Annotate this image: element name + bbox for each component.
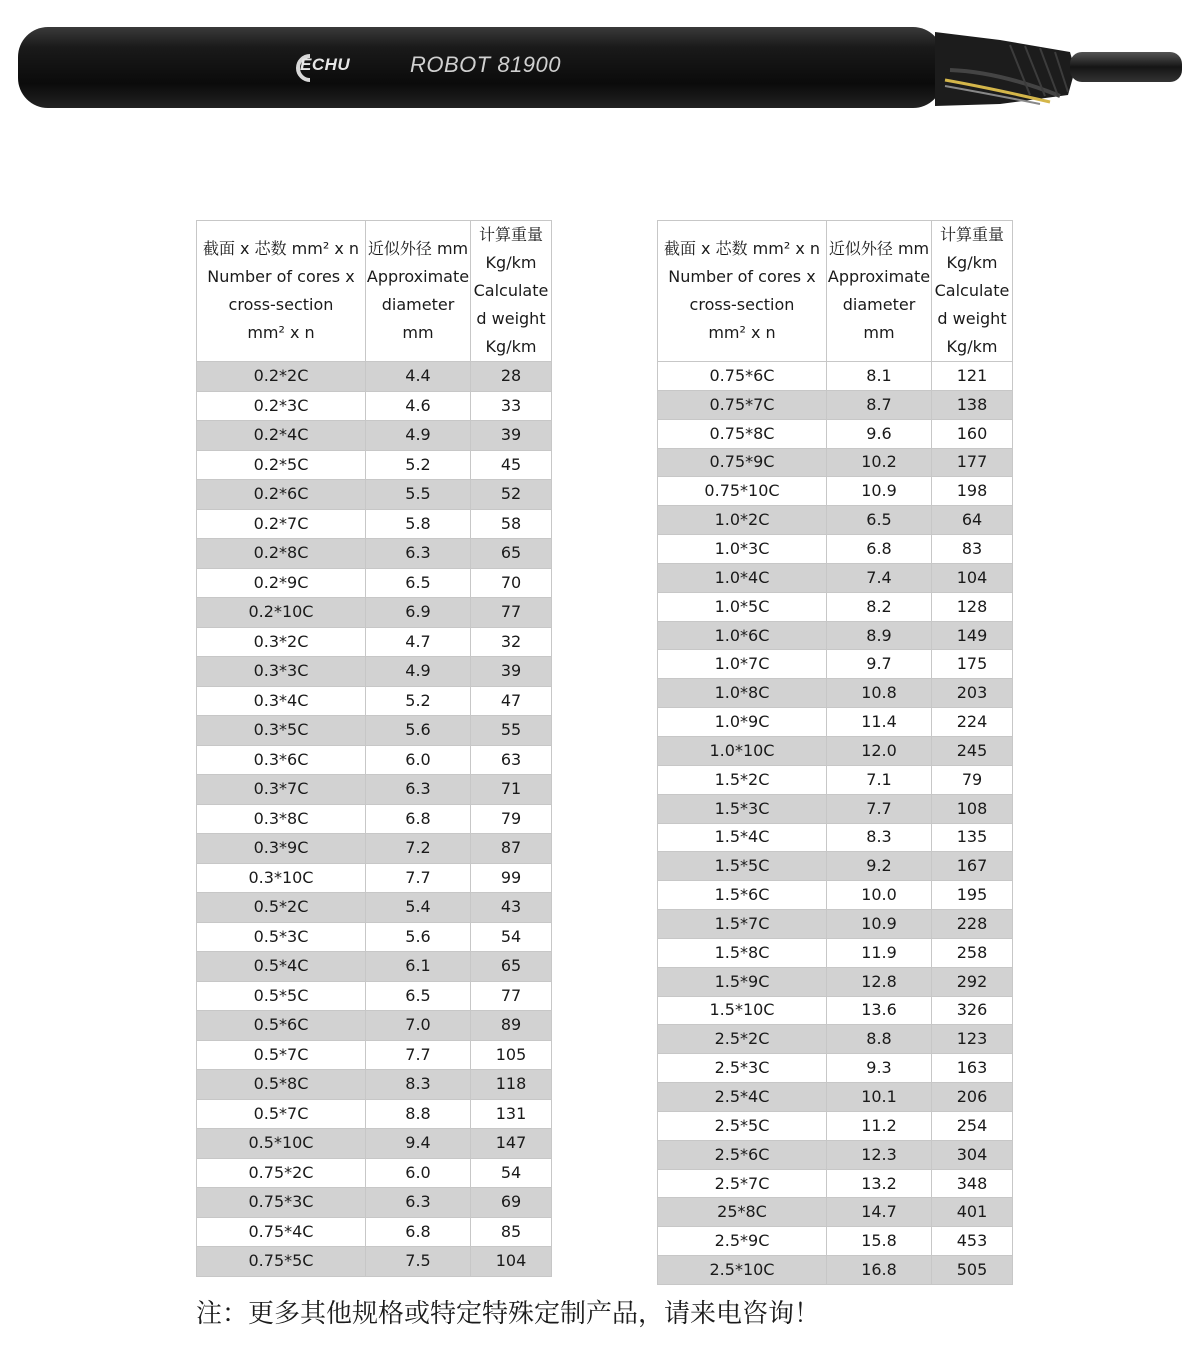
cell-weight: 64: [932, 506, 1013, 535]
cell-cross-section: 0.5*5C: [197, 981, 366, 1011]
cell-cross-section: 1.0*2C: [658, 506, 827, 535]
cell-diameter: 9.6: [827, 419, 932, 448]
cell-cross-section: 1.0*4C: [658, 563, 827, 592]
cell-diameter: 10.9: [827, 910, 932, 939]
cell-diameter: 7.1: [827, 765, 932, 794]
cell-cross-section: 2.5*7C: [658, 1169, 827, 1198]
cell-cross-section: 1.5*8C: [658, 938, 827, 967]
cell-diameter: 11.2: [827, 1111, 932, 1140]
cell-cross-section: 2.5*3C: [658, 1054, 827, 1083]
table-row: [197, 686, 552, 716]
cell-cross-section: 1.5*2C: [658, 765, 827, 794]
table-row: [658, 1111, 1013, 1140]
table-row: [658, 1083, 1013, 1112]
cell-cross-section: 0.2*4C: [197, 421, 366, 451]
cell-cross-section: 1.5*3C: [658, 794, 827, 823]
cell-weight: 71: [471, 775, 552, 805]
table-row: [658, 621, 1013, 650]
cell-diameter: 7.7: [366, 863, 471, 893]
cell-weight: 39: [471, 657, 552, 687]
cell-diameter: 10.2: [827, 448, 932, 477]
cell-cross-section: 0.3*2C: [197, 627, 366, 657]
table-row: [658, 1025, 1013, 1054]
cell-diameter: 6.1: [366, 952, 471, 982]
cell-cross-section: 0.2*10C: [197, 598, 366, 628]
cell-cross-section: 0.5*2C: [197, 893, 366, 923]
cell-diameter: 9.3: [827, 1054, 932, 1083]
table-row: [658, 823, 1013, 852]
table-row: [658, 938, 1013, 967]
cell-cross-section: 0.75*8C: [658, 419, 827, 448]
cell-cross-section: 0.3*5C: [197, 716, 366, 746]
table-header: [197, 221, 552, 362]
table-row: [197, 568, 552, 598]
cell-diameter: 5.6: [366, 716, 471, 746]
table-row: [197, 657, 552, 687]
cell-diameter: 8.8: [827, 1025, 932, 1054]
cell-weight: 128: [932, 592, 1013, 621]
table-row: [197, 1011, 552, 1041]
cell-weight: 85: [471, 1217, 552, 1247]
cell-cross-section: 1.5*4C: [658, 823, 827, 852]
cell-cross-section: 0.3*3C: [197, 657, 366, 687]
cell-weight: 228: [932, 910, 1013, 939]
product-name: ROBOT 81900: [410, 52, 562, 77]
cell-diameter: 12.8: [827, 967, 932, 996]
cell-weight: 83: [932, 535, 1013, 564]
cell-diameter: 6.0: [366, 1158, 471, 1188]
cell-diameter: 10.8: [827, 679, 932, 708]
cell-cross-section: 0.5*4C: [197, 952, 366, 982]
cell-diameter: 8.9: [827, 621, 932, 650]
cell-diameter: 7.4: [827, 563, 932, 592]
table-row: [658, 390, 1013, 419]
cell-cross-section: 0.2*5C: [197, 450, 366, 480]
cell-diameter: 5.8: [366, 509, 471, 539]
cell-cross-section: 0.3*8C: [197, 804, 366, 834]
table-row: [658, 967, 1013, 996]
cell-diameter: 7.2: [366, 834, 471, 864]
cell-weight: 55: [471, 716, 552, 746]
cell-diameter: 4.9: [366, 657, 471, 687]
cell-weight: 105: [471, 1040, 552, 1070]
cell-diameter: 4.7: [366, 627, 471, 657]
table-row: [658, 794, 1013, 823]
cell-cross-section: 0.2*3C: [197, 391, 366, 421]
cell-diameter: 4.6: [366, 391, 471, 421]
cell-diameter: 5.4: [366, 893, 471, 923]
cell-cross-section: 1.5*7C: [658, 910, 827, 939]
cell-diameter: 8.3: [366, 1070, 471, 1100]
table-row: [658, 708, 1013, 737]
cell-cross-section: 0.3*6C: [197, 745, 366, 775]
table-row: [197, 421, 552, 451]
table-row: [197, 1188, 552, 1218]
cell-cross-section: 0.75*3C: [197, 1188, 366, 1218]
cell-weight: 167: [932, 852, 1013, 881]
cell-diameter: 8.1: [827, 362, 932, 391]
cell-cross-section: 1.0*7C: [658, 650, 827, 679]
cell-cross-section: 0.5*3C: [197, 922, 366, 952]
table-row: [197, 1158, 552, 1188]
cell-cross-section: 0.75*2C: [197, 1158, 366, 1188]
cell-diameter: 12.0: [827, 736, 932, 765]
table-row: [197, 1099, 552, 1129]
cell-weight: 52: [471, 480, 552, 510]
cell-weight: 45: [471, 450, 552, 480]
cell-cross-section: 25*8C: [658, 1198, 827, 1227]
cell-weight: 160: [932, 419, 1013, 448]
header-diameter: 近似外径 mm Approximate diameter mm: [827, 221, 932, 362]
cell-diameter: 7.0: [366, 1011, 471, 1041]
cell-cross-section: 2.5*4C: [658, 1083, 827, 1112]
cell-weight: 54: [471, 922, 552, 952]
cell-diameter: 9.7: [827, 650, 932, 679]
cell-diameter: 14.7: [827, 1198, 932, 1227]
cell-diameter: 6.5: [366, 568, 471, 598]
cell-weight: 47: [471, 686, 552, 716]
cell-weight: 77: [471, 598, 552, 628]
table-row: [658, 477, 1013, 506]
cell-cross-section: 0.75*9C: [658, 448, 827, 477]
cell-diameter: 6.5: [366, 981, 471, 1011]
cable-drawing: [0, 0, 1204, 125]
cell-weight: 58: [471, 509, 552, 539]
table-row: [658, 852, 1013, 881]
cell-diameter: 7.7: [366, 1040, 471, 1070]
table-row: [197, 716, 552, 746]
table-row: [658, 910, 1013, 939]
cell-cross-section: 0.5*7C: [197, 1040, 366, 1070]
cell-weight: 79: [932, 765, 1013, 794]
cell-diameter: 12.3: [827, 1140, 932, 1169]
table-row: [197, 1129, 552, 1159]
cell-diameter: 6.0: [366, 745, 471, 775]
cell-weight: 195: [932, 881, 1013, 910]
cell-weight: 147: [471, 1129, 552, 1159]
cell-weight: 198: [932, 477, 1013, 506]
cell-weight: 89: [471, 1011, 552, 1041]
cell-cross-section: 1.0*9C: [658, 708, 827, 737]
cell-diameter: 7.7: [827, 794, 932, 823]
table-row: [197, 1070, 552, 1100]
cell-weight: 79: [471, 804, 552, 834]
cell-weight: 505: [932, 1256, 1013, 1285]
cell-weight: 292: [932, 967, 1013, 996]
cell-weight: 203: [932, 679, 1013, 708]
cell-diameter: 13.6: [827, 996, 932, 1025]
cell-weight: 177: [932, 448, 1013, 477]
cell-weight: 87: [471, 834, 552, 864]
table-row: [658, 1054, 1013, 1083]
cell-weight: 104: [471, 1247, 552, 1277]
cell-diameter: 6.8: [366, 1217, 471, 1247]
cell-weight: 258: [932, 938, 1013, 967]
cell-diameter: 10.0: [827, 881, 932, 910]
header-cross-section: 截面 x 芯数 mm² x n Number of cores x cross-section mm² x n: [197, 221, 366, 362]
cell-weight: 149: [932, 621, 1013, 650]
table-row: [197, 362, 552, 392]
cell-cross-section: 0.5*7C: [197, 1099, 366, 1129]
cell-cross-section: 2.5*10C: [658, 1256, 827, 1285]
table-row: [658, 1256, 1013, 1285]
cell-weight: 54: [471, 1158, 552, 1188]
cell-diameter: 5.5: [366, 480, 471, 510]
table-row: [658, 506, 1013, 535]
header-cross-section: 截面 x 芯数 mm² x n Number of cores x cross-section mm² x n: [658, 221, 827, 362]
cell-weight: 108: [932, 794, 1013, 823]
cell-weight: 254: [932, 1111, 1013, 1140]
cell-weight: 77: [471, 981, 552, 1011]
cell-cross-section: 0.75*5C: [197, 1247, 366, 1277]
cell-cross-section: 0.75*4C: [197, 1217, 366, 1247]
cell-weight: 65: [471, 539, 552, 569]
cell-cross-section: 0.5*6C: [197, 1011, 366, 1041]
cell-cross-section: 1.0*10C: [658, 736, 827, 765]
cell-cross-section: 0.2*8C: [197, 539, 366, 569]
table-row: [197, 627, 552, 657]
cell-diameter: 9.4: [366, 1129, 471, 1159]
cell-cross-section: 0.2*7C: [197, 509, 366, 539]
cell-cross-section: 1.0*3C: [658, 535, 827, 564]
table-row: [197, 893, 552, 923]
cell-cross-section: 2.5*2C: [658, 1025, 827, 1054]
cell-cross-section: 0.3*9C: [197, 834, 366, 864]
table-row: [197, 863, 552, 893]
cell-cross-section: 1.0*5C: [658, 592, 827, 621]
cell-cross-section: 0.75*6C: [658, 362, 827, 391]
table-row: [197, 1040, 552, 1070]
spec-table-left: [196, 220, 552, 1277]
table-row: [197, 509, 552, 539]
cell-diameter: 5.2: [366, 450, 471, 480]
cell-cross-section: 2.5*6C: [658, 1140, 827, 1169]
cell-weight: 401: [932, 1198, 1013, 1227]
table-row: [658, 650, 1013, 679]
table-row: [658, 419, 1013, 448]
cell-weight: 123: [932, 1025, 1013, 1054]
cell-diameter: 16.8: [827, 1256, 932, 1285]
cable-product-image: [0, 0, 1204, 125]
cell-cross-section: 0.75*10C: [658, 477, 827, 506]
cell-diameter: 4.9: [366, 421, 471, 451]
cell-cross-section: 1.5*6C: [658, 881, 827, 910]
table-row: [658, 1169, 1013, 1198]
cell-weight: 348: [932, 1169, 1013, 1198]
cell-weight: 163: [932, 1054, 1013, 1083]
cell-weight: 131: [471, 1099, 552, 1129]
cell-cross-section: 2.5*5C: [658, 1111, 827, 1140]
cell-diameter: 15.8: [827, 1227, 932, 1256]
cell-diameter: 6.3: [366, 775, 471, 805]
cell-cross-section: 0.3*4C: [197, 686, 366, 716]
cell-cross-section: 0.2*2C: [197, 362, 366, 392]
table-row: [658, 1198, 1013, 1227]
cell-weight: 32: [471, 627, 552, 657]
cell-weight: 99: [471, 863, 552, 893]
cell-diameter: 6.8: [366, 804, 471, 834]
cell-weight: 135: [932, 823, 1013, 852]
cell-cross-section: 1.5*5C: [658, 852, 827, 881]
cell-cross-section: 0.5*10C: [197, 1129, 366, 1159]
cell-weight: 39: [471, 421, 552, 451]
table-row: [658, 1227, 1013, 1256]
table-row: [658, 996, 1013, 1025]
cell-cross-section: 1.0*8C: [658, 679, 827, 708]
brand-logo: ECHU: [300, 55, 351, 74]
cell-diameter: 6.9: [366, 598, 471, 628]
cell-weight: 104: [932, 563, 1013, 592]
cell-weight: 33: [471, 391, 552, 421]
cell-weight: 121: [932, 362, 1013, 391]
cell-cross-section: 0.75*7C: [658, 390, 827, 419]
cell-diameter: 10.1: [827, 1083, 932, 1112]
cell-cross-section: 1.0*6C: [658, 621, 827, 650]
cell-weight: 138: [932, 390, 1013, 419]
table-row: [197, 480, 552, 510]
cell-weight: 453: [932, 1227, 1013, 1256]
table-row: [197, 598, 552, 628]
table-header: [658, 221, 1013, 362]
table-row: [658, 679, 1013, 708]
table-row: [197, 539, 552, 569]
table-row: [197, 1217, 552, 1247]
table-row: [197, 922, 552, 952]
cell-weight: 245: [932, 736, 1013, 765]
table-row: [197, 981, 552, 1011]
table-row: [197, 775, 552, 805]
cell-cross-section: 1.5*9C: [658, 967, 827, 996]
table-row: [658, 592, 1013, 621]
table-row: [197, 804, 552, 834]
footnote: 注：更多其他规格或特定特殊定制产品，请来电咨询！: [196, 1299, 821, 1329]
table-row: [197, 952, 552, 982]
cell-cross-section: 2.5*9C: [658, 1227, 827, 1256]
table-body: [658, 362, 1013, 1285]
cell-weight: 69: [471, 1188, 552, 1218]
header-weight: 计算重量 Kg/km Calculate d weight Kg/km: [932, 221, 1013, 362]
cell-weight: 65: [471, 952, 552, 982]
table-row: [658, 448, 1013, 477]
cell-diameter: 13.2: [827, 1169, 932, 1198]
cell-diameter: 8.8: [366, 1099, 471, 1129]
table-row: [658, 563, 1013, 592]
header-diameter: 近似外径 mm Approximate diameter mm: [366, 221, 471, 362]
cell-weight: 224: [932, 708, 1013, 737]
cell-diameter: 6.3: [366, 1188, 471, 1218]
cell-weight: 175: [932, 650, 1013, 679]
cell-weight: 326: [932, 996, 1013, 1025]
cell-diameter: 11.4: [827, 708, 932, 737]
table-row: [197, 391, 552, 421]
table-row: [197, 1247, 552, 1277]
cell-diameter: 7.5: [366, 1247, 471, 1277]
table-row: [658, 765, 1013, 794]
table-row: [197, 745, 552, 775]
cell-weight: 118: [471, 1070, 552, 1100]
table-row: [658, 881, 1013, 910]
cell-weight: 206: [932, 1083, 1013, 1112]
cell-weight: 28: [471, 362, 552, 392]
header-weight: 计算重量 Kg/km Calculate d weight Kg/km: [471, 221, 552, 362]
cell-diameter: 9.2: [827, 852, 932, 881]
spec-table-right: [657, 220, 1013, 1285]
cell-diameter: 8.3: [827, 823, 932, 852]
cell-cross-section: 0.2*9C: [197, 568, 366, 598]
table-body: [197, 362, 552, 1277]
cell-diameter: 6.3: [366, 539, 471, 569]
cell-diameter: 6.8: [827, 535, 932, 564]
cell-cross-section: 0.5*8C: [197, 1070, 366, 1100]
cell-cross-section: 0.2*6C: [197, 480, 366, 510]
table-row: [197, 834, 552, 864]
cell-diameter: 11.9: [827, 938, 932, 967]
cell-weight: 43: [471, 893, 552, 923]
cell-diameter: 6.5: [827, 506, 932, 535]
cell-diameter: 5.2: [366, 686, 471, 716]
cell-diameter: 5.6: [366, 922, 471, 952]
table-row: [658, 362, 1013, 391]
cell-weight: 63: [471, 745, 552, 775]
table-row: [658, 535, 1013, 564]
table-row: [197, 450, 552, 480]
cell-cross-section: 0.3*7C: [197, 775, 366, 805]
cell-cross-section: 0.3*10C: [197, 863, 366, 893]
table-row: [658, 736, 1013, 765]
cell-weight: 70: [471, 568, 552, 598]
cell-cross-section: 1.5*10C: [658, 996, 827, 1025]
cell-diameter: 10.9: [827, 477, 932, 506]
cell-diameter: 4.4: [366, 362, 471, 392]
cell-diameter: 8.7: [827, 390, 932, 419]
table-row: [658, 1140, 1013, 1169]
cell-weight: 304: [932, 1140, 1013, 1169]
cell-diameter: 8.2: [827, 592, 932, 621]
